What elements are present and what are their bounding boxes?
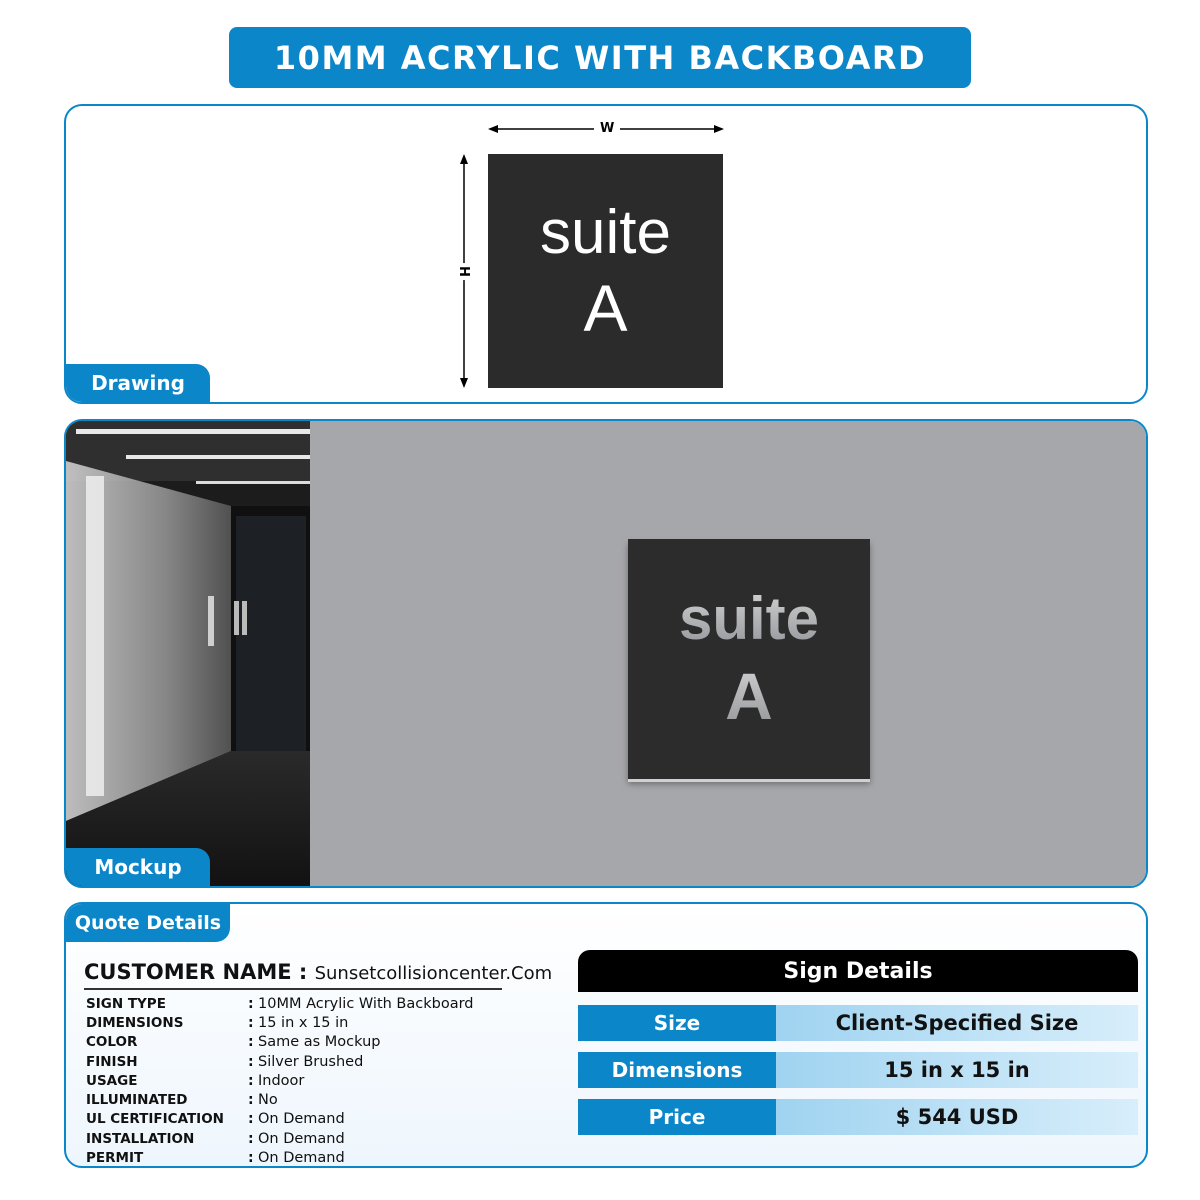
spec-row: SIGN TYPE : 10MM Acrylic With Backboard — [86, 995, 474, 1012]
spec-row: ILLUMINATED : No — [86, 1092, 278, 1109]
sign-drawing — [488, 154, 723, 388]
spec-key: FINISH — [86, 1053, 138, 1070]
sign-drawing-line2: A — [583, 271, 628, 345]
sign-details-value: $ 544 USD — [776, 1099, 1138, 1135]
spec-key: ILLUMINATED — [86, 1092, 188, 1109]
spec-key: COLOR — [86, 1034, 138, 1051]
spec-key: UL CERTIFICATION — [86, 1111, 224, 1128]
spec-key: INSTALLATION — [86, 1130, 195, 1147]
sign-drawing-line1: suite — [540, 198, 671, 267]
sign-mockup-line1: suite — [679, 582, 819, 656]
spec-value: No — [258, 1092, 278, 1109]
customer-value: Sunsetcollisioncenter.Com — [314, 963, 553, 984]
sign-details-row-price — [578, 1099, 1138, 1135]
spec-key: USAGE — [86, 1072, 138, 1089]
quote-panel — [64, 902, 1148, 1168]
customer-label: CUSTOMER NAME — [84, 960, 292, 984]
sign-details-row-size — [578, 1005, 1138, 1041]
mockup-panel — [64, 419, 1148, 888]
sign-details-row-dimensions — [578, 1052, 1138, 1088]
sign-details-header: Sign Details — [578, 950, 1138, 992]
customer-name: CUSTOMER NAME : Sunsetcollisioncenter.Com — [84, 960, 553, 984]
spec-row: USAGE : Indoor — [86, 1072, 305, 1089]
spec-row: DIMENSIONS : 15 in x 15 in — [86, 1014, 349, 1031]
spec-value: Silver Brushed — [258, 1053, 364, 1070]
sign-details-key: Size — [578, 1005, 776, 1041]
spec-row: COLOR : Same as Mockup — [86, 1034, 381, 1051]
quote-tab: Quote Details — [66, 904, 230, 942]
mockup-tab: Mockup — [66, 848, 210, 886]
spec-key: SIGN TYPE — [86, 995, 166, 1012]
spec-key: PERMIT — [86, 1150, 144, 1167]
sign-mockup-line2: A — [725, 656, 773, 736]
sign-details-key: Dimensions — [578, 1052, 776, 1088]
page-title: 10MM ACRYLIC WITH BACKBOARD — [273, 38, 927, 77]
sign-mockup — [628, 539, 870, 779]
spec-value: Indoor — [258, 1072, 305, 1089]
office-photo — [66, 421, 310, 886]
customer-underline — [84, 988, 502, 990]
spec-row: FINISH : Silver Brushed — [86, 1053, 364, 1070]
spec-value: On Demand — [258, 1150, 345, 1167]
sign-details-value: 15 in x 15 in — [776, 1052, 1138, 1088]
spec-row: PERMIT : On Demand — [86, 1150, 345, 1167]
office-interior-image — [66, 421, 310, 886]
drawing-tab: Drawing — [66, 364, 210, 402]
spec-list — [86, 994, 546, 1168]
spec-key: DIMENSIONS — [86, 1014, 184, 1031]
spec-value: On Demand — [258, 1111, 345, 1128]
sign-details-value: Client-Specified Size — [776, 1005, 1138, 1041]
spec-value: 10MM Acrylic With Backboard — [258, 995, 474, 1012]
width-label: W — [594, 121, 620, 136]
spec-row: UL CERTIFICATION : On Demand — [86, 1111, 345, 1128]
spec-value: Same as Mockup — [258, 1034, 381, 1051]
height-label: H — [454, 263, 473, 280]
title-banner — [229, 27, 971, 88]
spec-value: 15 in x 15 in — [258, 1014, 349, 1031]
spec-value: On Demand — [258, 1130, 345, 1147]
sign-details-key: Price — [578, 1099, 776, 1135]
spec-row: INSTALLATION : On Demand — [86, 1130, 345, 1147]
